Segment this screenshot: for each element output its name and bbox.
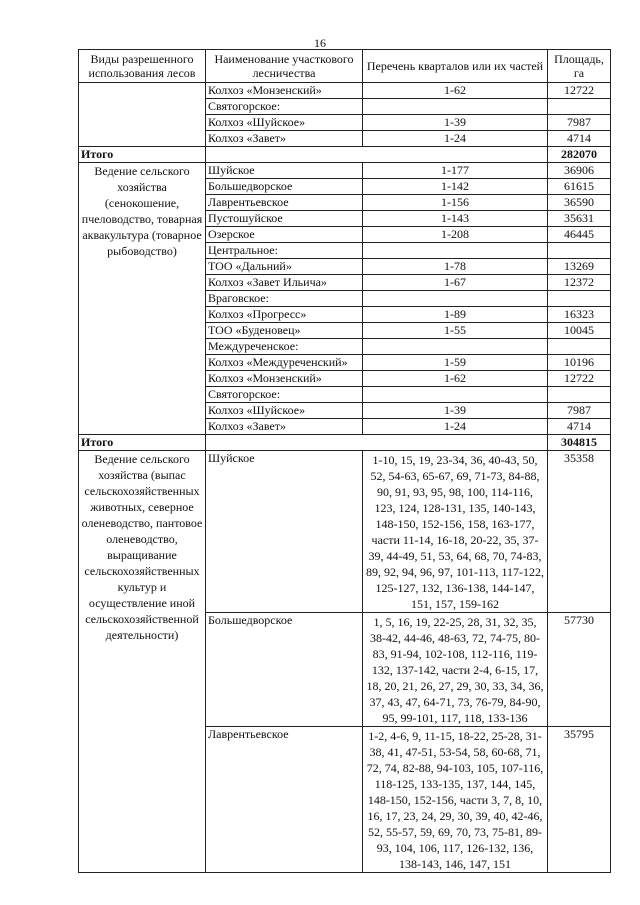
quarters: 1-24: [363, 131, 548, 147]
forestry-name: Шуйское: [206, 163, 363, 179]
quarters: [363, 291, 548, 307]
area: 61615: [548, 179, 611, 195]
area: [548, 291, 611, 307]
quarters: 1-62: [363, 83, 548, 99]
area: 7987: [548, 403, 611, 419]
area: 57730: [548, 613, 611, 727]
quarters: 1-2, 4-6, 9, 11-15, 18-22, 25-28, 31-38, 41, 47-51, 53-54, 58, 60-68, 71, 72, 74, 82-88, 94-103, 105, 107-116, 118-125, 133-135, 137, 144, 145, 148-150, 152-156, части 3, 7, 8, 10, 16, 17, 23, 24, 29, 30, 39, 40, 42-46, 52, 55-57, 59, 69, 70, 73, 75-81, 89-93, 104, 106, 117, 126-132, 136, 138-143, 146, 147, 151: [363, 727, 548, 873]
area: 35631: [548, 211, 611, 227]
forestry-name: Лаврентьевское: [206, 195, 363, 211]
quarters: 1, 5, 16, 19, 22-25, 28, 31, 32, 35, 38-42, 44-46, 48-63, 72, 74-75, 80-83, 91-94, 102-108, 112-116, 119-132, 137-142, части 2-4, 6-15, 17, 18, 20, 21, 26, 27, 29, 30, 33, 34, 36, 37, 43, 47, 64-71, 73, 76-79, 84-90, 95, 99-101, 117, 118, 133-136: [363, 613, 548, 727]
forestry-name: Колхоз «Монзенский»: [206, 371, 363, 387]
area: 4714: [548, 131, 611, 147]
forestry-name: Колхоз «Шуйское»: [206, 115, 363, 131]
forestry-name: Колхоз «Шуйское»: [206, 403, 363, 419]
forestry-name: Колхоз «Монзенский»: [206, 83, 363, 99]
quarters: 1-208: [363, 227, 548, 243]
quarters: 1-67: [363, 275, 548, 291]
use-type-cell: [79, 83, 206, 147]
quarters: 1-142: [363, 179, 548, 195]
quarters: 1-39: [363, 403, 548, 419]
forestry-name: Озерское: [206, 227, 363, 243]
forestry-name: Пустошуйское: [206, 211, 363, 227]
quarters: 1-24: [363, 419, 548, 435]
area: [548, 339, 611, 355]
area: 12372: [548, 275, 611, 291]
page-number: 16: [314, 36, 326, 50]
area: 10196: [548, 355, 611, 371]
area: [548, 99, 611, 115]
area: 4714: [548, 419, 611, 435]
quarters: 1-89: [363, 307, 548, 323]
quarters: 1-59: [363, 355, 548, 371]
area: 12722: [548, 371, 611, 387]
area: 35358: [548, 451, 611, 613]
forestry-name: Колхоз «Завет»: [206, 131, 363, 147]
total-row: [79, 147, 611, 163]
table-row: [79, 163, 611, 179]
area: 10045: [548, 323, 611, 339]
forestry-name: Колхоз «Прогресс»: [206, 307, 363, 323]
area: 36590: [548, 195, 611, 211]
area: 35795: [548, 727, 611, 873]
quarters: 1-55: [363, 323, 548, 339]
forestry-name: Большедворское: [206, 179, 363, 195]
area: 36906: [548, 163, 611, 179]
quarters: 1-78: [363, 259, 548, 275]
quarters: 1-177: [363, 163, 548, 179]
table-row: [79, 451, 611, 613]
use-type-label: Ведение сельского хозяйства (выпас сельскохозяйственных животных, северное оленеводство, пантовое оленеводство, выращивание сельскохозяйственных культур и осуществление иной сельскохозяйственной деятельности): [79, 451, 206, 873]
forestry-name: ТОО «Буденовец»: [206, 323, 363, 339]
forestry-name: Колхоз «Завет Ильича»: [206, 275, 363, 291]
header-quarters: Перечень кварталов или их частей: [363, 50, 548, 83]
forestry-name: Большедворское: [206, 613, 363, 727]
forestry-name: Лаврентьевское: [206, 727, 363, 873]
header-forestry-name: Наименование участкового лесничества: [206, 50, 363, 83]
forestry-name: Святогорское:: [206, 99, 363, 115]
quarters: [363, 387, 548, 403]
forestry-name: Колхоз «Завет»: [206, 419, 363, 435]
table-row: [79, 83, 611, 99]
forestry-name: Центральное:: [206, 243, 363, 259]
forestry-name: Шуйское: [206, 451, 363, 613]
forestry-name: Святогорское:: [206, 387, 363, 403]
total-value: 282070: [548, 147, 611, 163]
forestry-name: Враговское:: [206, 291, 363, 307]
forestry-name: Колхоз «Междуреченский»: [206, 355, 363, 371]
forestry-name: Междуреченское:: [206, 339, 363, 355]
total-label: Итого: [79, 147, 206, 163]
area: 16323: [548, 307, 611, 323]
total-label: Итого: [79, 435, 206, 451]
area: 13269: [548, 259, 611, 275]
header-area: Площадь, га: [548, 50, 611, 83]
quarters: [363, 339, 548, 355]
total-blank: [206, 147, 548, 163]
area: [548, 387, 611, 403]
quarters: 1-10, 15, 19, 23-34, 36, 40-43, 50, 52, 54-63, 65-67, 69, 71-73, 84-88, 90, 91, 93, 95, 98, 100, 114-116, 123, 124, 128-131, 135, 140-143, 148-150, 152-156, 158, 163-177, части 11-14, 16-18, 20-22, 35, 37-39, 44-49, 51, 53, 64, 68, 70, 74-83, 89, 92, 94, 96, 97, 101-113, 117-122, 125-127, 132, 136-138, 144-147, 151, 157, 159-162: [363, 451, 548, 613]
quarters: 1-39: [363, 115, 548, 131]
use-type-label: Ведение сельского хозяйства (сенокошение, пчеловодство, товарная аквакультура (товарное рыбоводство): [79, 163, 206, 435]
area: [548, 243, 611, 259]
forestry-name: ТОО «Дальний»: [206, 259, 363, 275]
total-row: [79, 435, 611, 451]
quarters: [363, 99, 548, 115]
total-blank: [206, 435, 548, 451]
header-row: [79, 50, 611, 83]
area: 46445: [548, 227, 611, 243]
forest-use-table: [78, 49, 611, 873]
area: 7987: [548, 115, 611, 131]
quarters: [363, 243, 548, 259]
quarters: 1-156: [363, 195, 548, 211]
quarters: 1-62: [363, 371, 548, 387]
header-use-type: Виды разрешенного использования лесов: [79, 50, 206, 83]
quarters: 1-143: [363, 211, 548, 227]
area: 12722: [548, 83, 611, 99]
total-value: 304815: [548, 435, 611, 451]
